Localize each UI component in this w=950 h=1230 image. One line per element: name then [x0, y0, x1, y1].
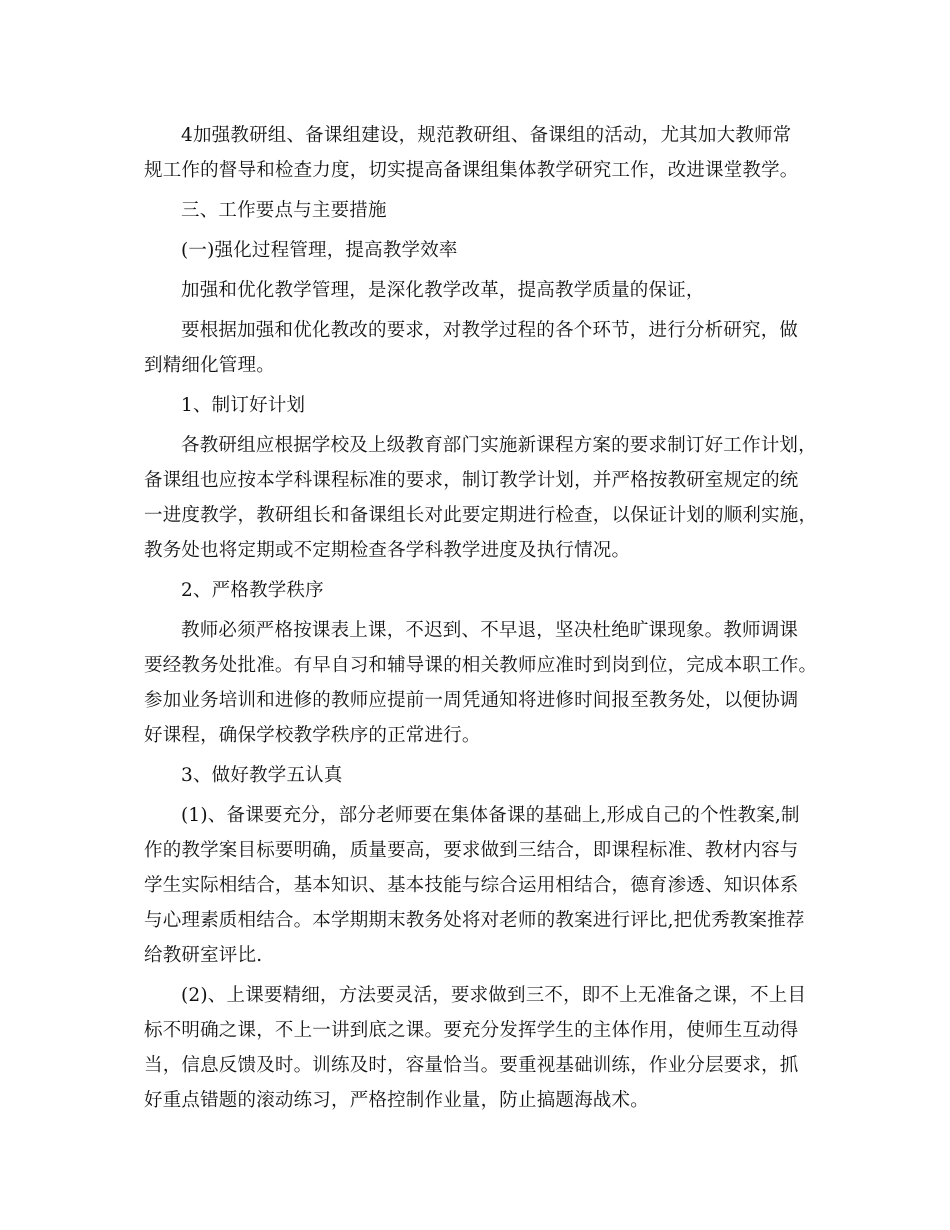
- text-line: 4加强教研组、备课组建设，规范教研组、备课组的活动，尤其加大教师常: [181, 125, 792, 146]
- text-line: 学生实际相结合，基本知识、基本技能与综合运用相结合，德育渗透、知识体系: [144, 875, 799, 896]
- text-line: 要经教务处批准。有早自习和辅导课的相关教师应准时到岗到位，完成本职工作。: [144, 655, 818, 676]
- text-line: 一进度教学，教研组长和备课组长对此要定期进行检查，以保证计划的顺利实施，: [144, 505, 818, 526]
- paragraph-plan: [144, 428, 818, 568]
- text-line: (一)强化过程管理，提高教学效率: [181, 240, 458, 261]
- text-line: 备课组也应按本学科课程标准的要求，制订教学计划，并严格按教研室规定的统: [144, 470, 799, 491]
- text-line: 到精细化管理。: [144, 355, 275, 376]
- text-line: 标不明确之课，不上一讲到底之课。要充分发挥学生的主体作用，使师生互动得: [144, 1020, 799, 1041]
- text-line: 三、工作要点与主要措施: [181, 200, 387, 221]
- item-heading-five: [144, 758, 810, 793]
- text-line: 加强和优化教学管理，是深化教学改革，提高教学质量的保证，: [181, 280, 705, 301]
- subsection-heading: [144, 233, 810, 268]
- text-line: (1)、备课要充分，部分老师要在集体备课的基础上,形成自己的个性教案,制: [181, 805, 800, 826]
- paragraph-lesson-prep: [144, 798, 810, 973]
- text-line: 教务处也将定期或不定期检查各学科教学进度及执行情况。: [144, 540, 631, 561]
- section-heading: [144, 193, 810, 228]
- text-line: (2)、上课要精细，方法要灵活，要求做到三不，即不上无准备之课，不上目: [181, 985, 807, 1006]
- text-line: 好重点错题的滚动练习，严格控制作业量，防止搞题海战术。: [144, 1090, 649, 1111]
- paragraph-fine-management: [144, 313, 810, 383]
- item-heading-order: [144, 573, 810, 608]
- paragraph-management-intro: [144, 273, 810, 308]
- text-line: 要根据加强和优化教改的要求，对教学过程的各个环节，进行分析研究，做: [181, 320, 799, 341]
- text-line: 给教研室评比.: [144, 945, 263, 966]
- paragraph-class-teaching: [144, 978, 810, 1118]
- text-line: 作的教学案目标要明确，质量要高，要求做到三结合，即课程标准、教材内容与: [144, 840, 799, 861]
- document-page: [144, 118, 818, 1118]
- text-line: 各教研组应根据学校及上级教育部门实施新课程方案的要求制订好工作计划，: [181, 435, 817, 456]
- paragraph-strengthen-groups: [144, 118, 810, 188]
- item-heading-plan: [144, 388, 810, 423]
- text-line: 与心理素质相结合。本学期期末教务处将对老师的教案进行评比,把优秀教案推荐: [144, 910, 805, 931]
- text-line: 2、严格教学秩序: [181, 580, 324, 601]
- text-line: 3、做好教学五认真: [181, 765, 343, 786]
- text-line: 规工作的督导和检查力度，切实提高备课组集体教学研究工作，改进课堂教学。: [144, 160, 799, 181]
- paragraph-order: [144, 613, 818, 753]
- text-line: 好课程，确保学校教学秩序的正常进行。: [144, 725, 481, 746]
- text-line: 教师必须严格按课表上课，不迟到、不早退，坚决杜绝旷课现象。教师调课: [181, 620, 799, 641]
- text-line: 参加业务培训和进修的教师应提前一周凭通知将进修时间报至教务处，以便协调: [144, 690, 799, 711]
- text-line: 1、制订好计划: [181, 395, 306, 416]
- text-line: 当，信息反馈及时。训练及时，容量恰当。要重视基础训练，作业分层要求，抓: [144, 1055, 799, 1076]
